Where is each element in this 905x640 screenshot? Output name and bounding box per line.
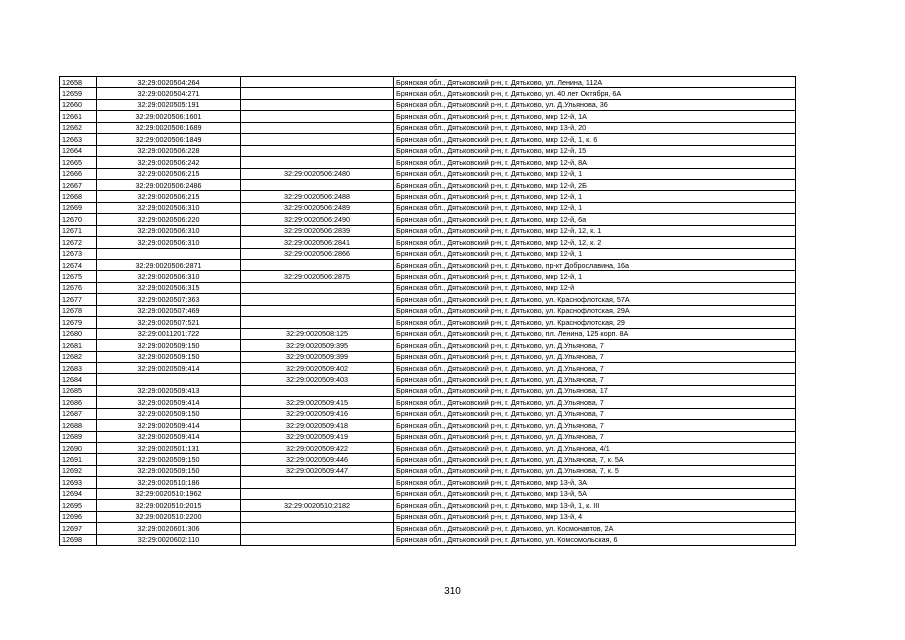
- row-number-cell: 12681: [60, 340, 97, 351]
- cadastral-number-cell: 32:29:0020507:469: [97, 305, 241, 316]
- address-cell: Брянская обл., Дятьковский р-н, г. Дятьково, мкр 12-й, 2Б: [394, 179, 796, 190]
- related-cadastral-number-cell: [241, 282, 394, 293]
- row-number-cell: 12671: [60, 225, 97, 236]
- row-number-cell: 12661: [60, 111, 97, 122]
- address-cell: Брянская обл., Дятьковский р-н, г. Дятьково, ул. Д.Ульянова, 7: [394, 431, 796, 442]
- row-number-cell: 12689: [60, 431, 97, 442]
- row-number-cell: 12698: [60, 534, 97, 545]
- registry-table: [59, 76, 796, 546]
- row-number-cell: 12659: [60, 88, 97, 99]
- table-row: [60, 362, 796, 373]
- cadastral-number-cell: 32:29:0020506:215: [97, 191, 241, 202]
- related-cadastral-number-cell: 32:29:0020506:2489: [241, 202, 394, 213]
- cadastral-number-cell: 32:29:0020506:310: [97, 237, 241, 248]
- row-number-cell: 12682: [60, 351, 97, 362]
- table-row: [60, 99, 796, 110]
- related-cadastral-number-cell: 32:29:0020506:2866: [241, 248, 394, 259]
- related-cadastral-number-cell: 32:29:0020509:447: [241, 465, 394, 476]
- related-cadastral-number-cell: 32:29:0020506:2875: [241, 271, 394, 282]
- table-row: [60, 157, 796, 168]
- row-number-cell: 12691: [60, 454, 97, 465]
- related-cadastral-number-cell: [241, 477, 394, 488]
- row-number-cell: 12685: [60, 385, 97, 396]
- table-row: [60, 237, 796, 248]
- related-cadastral-number-cell: [241, 99, 394, 110]
- row-number-cell: 12693: [60, 477, 97, 488]
- table-row: [60, 523, 796, 534]
- table-row: [60, 374, 796, 385]
- table-row: [60, 191, 796, 202]
- address-cell: Брянская обл., Дятьковский р-н, г. Дятьково, мкр 12-й, 12, к. 1: [394, 225, 796, 236]
- related-cadastral-number-cell: [241, 523, 394, 534]
- cadastral-number-cell: 32:29:0020507:363: [97, 294, 241, 305]
- table-row: [60, 88, 796, 99]
- related-cadastral-number-cell: 32:29:0020509:419: [241, 431, 394, 442]
- table-row: [60, 454, 796, 465]
- cadastral-number-cell: 32:29:0020506:2871: [97, 260, 241, 271]
- row-number-cell: 12690: [60, 443, 97, 454]
- row-number-cell: 12667: [60, 179, 97, 190]
- row-number-cell: 12695: [60, 500, 97, 511]
- cadastral-number-cell: 32:29:0020506:310: [97, 271, 241, 282]
- table-row: [60, 500, 796, 511]
- address-cell: Брянская обл., Дятьковский р-н, г. Дятьково, мкр 12-й, 12, к. 2: [394, 237, 796, 248]
- address-cell: Брянская обл., Дятьковский р-н, г. Дятьково, мкр 12-й, 15: [394, 145, 796, 156]
- related-cadastral-number-cell: 32:29:0020509:416: [241, 408, 394, 419]
- related-cadastral-number-cell: [241, 294, 394, 305]
- address-cell: Брянская обл., Дятьковский р-н, г. Дятьково, ул. Космонавтов, 2А: [394, 523, 796, 534]
- table-row: [60, 431, 796, 442]
- address-cell: Брянская обл., Дятьковский р-н, г. Дятьково, мкр 13-й, 5А: [394, 488, 796, 499]
- row-number-cell: 12676: [60, 282, 97, 293]
- cadastral-number-cell: 32:29:0020509:150: [97, 465, 241, 476]
- cadastral-number-cell: 32:29:0020506:1601: [97, 111, 241, 122]
- registry-table-body: [60, 77, 796, 546]
- related-cadastral-number-cell: 32:29:0020506:2839: [241, 225, 394, 236]
- row-number-cell: 12696: [60, 511, 97, 522]
- address-cell: Брянская обл., Дятьковский р-н, г. Дятьково, ул. Д.Ульянова, 4/1: [394, 443, 796, 454]
- related-cadastral-number-cell: [241, 77, 394, 88]
- related-cadastral-number-cell: 32:29:0020509:418: [241, 420, 394, 431]
- cadastral-number-cell: 32:29:0020506:2486: [97, 179, 241, 190]
- related-cadastral-number-cell: [241, 317, 394, 328]
- table-row: [60, 305, 796, 316]
- row-number-cell: 12672: [60, 237, 97, 248]
- table-row: [60, 317, 796, 328]
- cadastral-number-cell: 32:29:0020510:2200: [97, 511, 241, 522]
- row-number-cell: 12669: [60, 202, 97, 213]
- address-cell: Брянская обл., Дятьковский р-н, г. Дятьково, ул. Краснофлотская, 57А: [394, 294, 796, 305]
- address-cell: Брянская обл., Дятьковский р-н, г. Дятьково, мкр 12-й, 1: [394, 191, 796, 202]
- table-row: [60, 122, 796, 133]
- related-cadastral-number-cell: [241, 111, 394, 122]
- related-cadastral-number-cell: 32:29:0020509:446: [241, 454, 394, 465]
- table-row: [60, 260, 796, 271]
- cadastral-number-cell: 32:29:0020506:1849: [97, 134, 241, 145]
- cadastral-number-cell: 32:29:0020506:242: [97, 157, 241, 168]
- page-number: 310: [444, 586, 461, 597]
- cadastral-number-cell: 32:29:0020509:414: [97, 397, 241, 408]
- cadastral-number-cell: 32:29:0020509:414: [97, 431, 241, 442]
- row-number-cell: 12660: [60, 99, 97, 110]
- related-cadastral-number-cell: [241, 260, 394, 271]
- cadastral-number-cell: 32:29:0020507:521: [97, 317, 241, 328]
- address-cell: Брянская обл., Дятьковский р-н, г. Дятьково, мкр 12-й, 1: [394, 248, 796, 259]
- row-number-cell: 12686: [60, 397, 97, 408]
- cadastral-number-cell: 32:29:0020506:315: [97, 282, 241, 293]
- related-cadastral-number-cell: 32:29:0020509:403: [241, 374, 394, 385]
- cadastral-number-cell: 32:29:0020506:220: [97, 214, 241, 225]
- address-cell: Брянская обл., Дятьковский р-н, г. Дятьково, мкр 12-й, 1: [394, 202, 796, 213]
- address-cell: Брянская обл., Дятьковский р-н, г. Дятьково, ул. Д.Ульянова, 36: [394, 99, 796, 110]
- related-cadastral-number-cell: 32:29:0020509:402: [241, 362, 394, 373]
- cadastral-number-cell: 32:29:0020510:1962: [97, 488, 241, 499]
- table-row: [60, 168, 796, 179]
- table-row: [60, 420, 796, 431]
- row-number-cell: 12662: [60, 122, 97, 133]
- address-cell: Брянская обл., Дятьковский р-н, г. Дятьково, ул. Д.Ульянова, 7: [394, 340, 796, 351]
- row-number-cell: 12675: [60, 271, 97, 282]
- related-cadastral-number-cell: 32:29:0020509:422: [241, 443, 394, 454]
- table-row: [60, 534, 796, 545]
- related-cadastral-number-cell: [241, 179, 394, 190]
- related-cadastral-number-cell: [241, 134, 394, 145]
- table-row: [60, 477, 796, 488]
- address-cell: Брянская обл., Дятьковский р-н, г. Дятьково, ул. Краснофлотская, 29: [394, 317, 796, 328]
- address-cell: Брянская обл., Дятьковский р-н, г. Дятьково, пр-кт Доброславина, 16а: [394, 260, 796, 271]
- address-cell: Брянская обл., Дятьковский р-н, г. Дятьково, мкр 12-й, 6а: [394, 214, 796, 225]
- related-cadastral-number-cell: [241, 488, 394, 499]
- address-cell: Брянская обл., Дятьковский р-н, г. Дятьково, ул. Д.Ульянова, 7: [394, 351, 796, 362]
- table-row: [60, 282, 796, 293]
- address-cell: Брянская обл., Дятьковский р-н, г. Дятьково, мкр 13-й, 3А: [394, 477, 796, 488]
- row-number-cell: 12658: [60, 77, 97, 88]
- row-number-cell: 12666: [60, 168, 97, 179]
- related-cadastral-number-cell: 32:29:0020506:2480: [241, 168, 394, 179]
- address-cell: Брянская обл., Дятьковский р-н, г. Дятьково, ул. Д.Ульянова, 7: [394, 408, 796, 419]
- cadastral-number-cell: 32:29:0020510:186: [97, 477, 241, 488]
- address-cell: Брянская обл., Дятьковский р-н, г. Дятьково, мкр 12-й, 8А: [394, 157, 796, 168]
- table-row: [60, 134, 796, 145]
- cadastral-number-cell: 32:29:0020509:413: [97, 385, 241, 396]
- table-row: [60, 271, 796, 282]
- cadastral-number-cell: 32:29:0020505:191: [97, 99, 241, 110]
- table-row: [60, 111, 796, 122]
- related-cadastral-number-cell: 32:29:0020509:415: [241, 397, 394, 408]
- table-row: [60, 179, 796, 190]
- row-number-cell: 12692: [60, 465, 97, 476]
- address-cell: Брянская обл., Дятьковский р-н, г. Дятьково, ул. Д.Ульянова, 7, к. 5А: [394, 454, 796, 465]
- table-row: [60, 328, 796, 339]
- table-row: [60, 225, 796, 236]
- row-number-cell: 12677: [60, 294, 97, 305]
- row-number-cell: 12673: [60, 248, 97, 259]
- related-cadastral-number-cell: 32:29:0020510:2182: [241, 500, 394, 511]
- table-row: [60, 511, 796, 522]
- cadastral-number-cell: 32:29:0020501:131: [97, 443, 241, 454]
- cadastral-number-cell: 32:29:0020504:271: [97, 88, 241, 99]
- row-number-cell: 12663: [60, 134, 97, 145]
- address-cell: Брянская обл., Дятьковский р-н, г. Дятьково, ул. Д.Ульянова, 7, к. 5: [394, 465, 796, 476]
- address-cell: Брянская обл., Дятьковский р-н, г. Дятьково, ул. Д.Ульянова, 7: [394, 420, 796, 431]
- related-cadastral-number-cell: [241, 534, 394, 545]
- cadastral-number-cell: 32:29:0020504:264: [97, 77, 241, 88]
- row-number-cell: 12679: [60, 317, 97, 328]
- address-cell: Брянская обл., Дятьковский р-н, г. Дятьково, мкр 12-й, 1А: [394, 111, 796, 122]
- cadastral-number-cell: 32:29:0020602:110: [97, 534, 241, 545]
- address-cell: Брянская обл., Дятьковский р-н, г. Дятьково, ул. Ленина, 112А: [394, 77, 796, 88]
- related-cadastral-number-cell: 32:29:0020509:399: [241, 351, 394, 362]
- address-cell: Брянская обл., Дятьковский р-н, г. Дятьково, мкр 13-й, 20: [394, 122, 796, 133]
- row-number-cell: 12697: [60, 523, 97, 534]
- cadastral-number-cell: 32:29:0020510:2015: [97, 500, 241, 511]
- cadastral-number-cell: 32:29:0011201:722: [97, 328, 241, 339]
- related-cadastral-number-cell: 32:29:0020506:2490: [241, 214, 394, 225]
- cadastral-number-cell: 32:29:0020506:215: [97, 168, 241, 179]
- address-cell: Брянская обл., Дятьковский р-н, г. Дятьково, мкр 13-й, 4: [394, 511, 796, 522]
- address-cell: Брянская обл., Дятьковский р-н, г. Дятьково, мкр 12-й, 1: [394, 168, 796, 179]
- address-cell: Брянская обл., Дятьковский р-н, г. Дятьково, мкр 12-й: [394, 282, 796, 293]
- table-row: [60, 202, 796, 213]
- cadastral-number-cell: 32:29:0020506:310: [97, 225, 241, 236]
- related-cadastral-number-cell: [241, 511, 394, 522]
- table-row: [60, 351, 796, 362]
- table-row: [60, 385, 796, 396]
- row-number-cell: 12678: [60, 305, 97, 316]
- row-number-cell: 12664: [60, 145, 97, 156]
- row-number-cell: 12694: [60, 488, 97, 499]
- related-cadastral-number-cell: 32:29:0020509:395: [241, 340, 394, 351]
- row-number-cell: 12670: [60, 214, 97, 225]
- cadastral-number-cell: 32:29:0020506:228: [97, 145, 241, 156]
- row-number-cell: 12688: [60, 420, 97, 431]
- related-cadastral-number-cell: 32:29:0020506:2841: [241, 237, 394, 248]
- table-row: [60, 214, 796, 225]
- table-row: [60, 294, 796, 305]
- table-row: [60, 77, 796, 88]
- related-cadastral-number-cell: [241, 88, 394, 99]
- table-row: [60, 408, 796, 419]
- cadastral-number-cell: [97, 374, 241, 385]
- row-number-cell: 12683: [60, 362, 97, 373]
- table-row: [60, 248, 796, 259]
- address-cell: Брянская обл., Дятьковский р-н, г. Дятьково, мкр 12-й, 1: [394, 271, 796, 282]
- address-cell: Брянская обл., Дятьковский р-н, г. Дятьково, ул. Комсомольская, 6: [394, 534, 796, 545]
- cadastral-number-cell: 32:29:0020509:150: [97, 408, 241, 419]
- address-cell: Брянская обл., Дятьковский р-н, г. Дятьково, ул. Д.Ульянова, 17: [394, 385, 796, 396]
- address-cell: Брянская обл., Дятьковский р-н, г. Дятьково, мкр 12-й, 1, к. 6: [394, 134, 796, 145]
- related-cadastral-number-cell: [241, 122, 394, 133]
- table-row: [60, 340, 796, 351]
- row-number-cell: 12684: [60, 374, 97, 385]
- address-cell: Брянская обл., Дятьковский р-н, г. Дятьково, ул. Д.Ульянова, 7: [394, 397, 796, 408]
- cadastral-number-cell: 32:29:0020506:310: [97, 202, 241, 213]
- table-row: [60, 443, 796, 454]
- cadastral-number-cell: 32:29:0020509:414: [97, 362, 241, 373]
- row-number-cell: 12665: [60, 157, 97, 168]
- row-number-cell: 12674: [60, 260, 97, 271]
- related-cadastral-number-cell: [241, 385, 394, 396]
- related-cadastral-number-cell: [241, 305, 394, 316]
- address-cell: Брянская обл., Дятьковский р-н, г. Дятьково, ул. Д.Ульянова, 7: [394, 362, 796, 373]
- row-number-cell: 12680: [60, 328, 97, 339]
- address-cell: Брянская обл., Дятьковский р-н, г. Дятьково, ул. Д.Ульянова, 7: [394, 374, 796, 385]
- cadastral-number-cell: 32:29:0020509:150: [97, 340, 241, 351]
- row-number-cell: 12687: [60, 408, 97, 419]
- table-row: [60, 397, 796, 408]
- cadastral-number-cell: 32:29:0020601:306: [97, 523, 241, 534]
- related-cadastral-number-cell: [241, 145, 394, 156]
- address-cell: Брянская обл., Дятьковский р-н, г. Дятьково, ул. Краснофлотская, 29А: [394, 305, 796, 316]
- related-cadastral-number-cell: 32:29:0020508:125: [241, 328, 394, 339]
- cadastral-number-cell: 32:29:0020509:150: [97, 351, 241, 362]
- table-row: [60, 145, 796, 156]
- row-number-cell: 12668: [60, 191, 97, 202]
- address-cell: Брянская обл., Дятьковский р-н, г. Дятьково, мкр 13-й, 1, к. III: [394, 500, 796, 511]
- cadastral-number-cell: 32:29:0020509:414: [97, 420, 241, 431]
- related-cadastral-number-cell: 32:29:0020506:2488: [241, 191, 394, 202]
- table-row: [60, 465, 796, 476]
- related-cadastral-number-cell: [241, 157, 394, 168]
- cadastral-number-cell: 32:29:0020509:150: [97, 454, 241, 465]
- address-cell: Брянская обл., Дятьковский р-н, г. Дятьково, пл. Ленина, 125 корп. 8А: [394, 328, 796, 339]
- address-cell: Брянская обл., Дятьковский р-н, г. Дятьково, ул. 40 лет Октября, 6А: [394, 88, 796, 99]
- table-row: [60, 488, 796, 499]
- cadastral-number-cell: 32:29:0020506:1689: [97, 122, 241, 133]
- cadastral-number-cell: [97, 248, 241, 259]
